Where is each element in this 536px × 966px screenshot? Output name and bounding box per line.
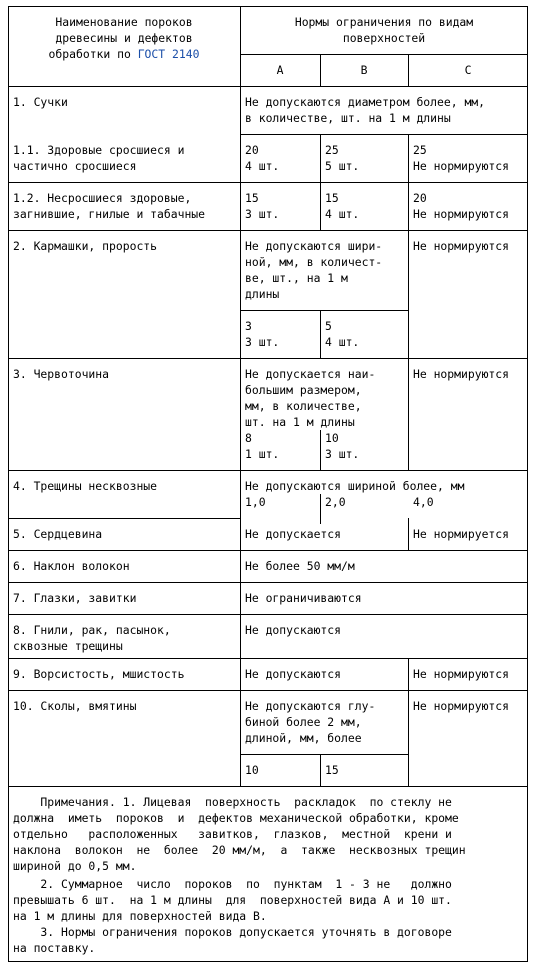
row3-norm-line4: шт. на 1 м длины	[245, 415, 355, 429]
note-line-6: 2. Суммарное число пороков по пунктам 1 - 3 не должно	[13, 877, 452, 891]
row-line	[8, 358, 528, 359]
note-line-5: шириной до 0,5 мм.	[13, 859, 137, 873]
table-border-top	[8, 6, 528, 7]
row3-a-count: 1 шт.	[245, 447, 280, 461]
note-line-2: должна иметь пороков и дефектов механической обработки, кроме	[13, 811, 459, 825]
row9-ab-value: Не допускаются	[245, 667, 342, 681]
row11-c-value: 25	[413, 143, 427, 157]
row3-norm-line3: мм, в количестве,	[245, 399, 362, 413]
row10-a-value: 10	[245, 763, 259, 777]
row11-c-count: Не нормируются	[413, 159, 510, 173]
note-line-4: наклона волокон не более 20 мм/м, а также несквозных трещин	[13, 843, 466, 857]
row2-a-count: 3 шт.	[245, 335, 280, 349]
row4-b-value: 2,0	[325, 495, 346, 509]
note-line-3: отдельно расположенных завитков, глазков, местной крени и	[13, 827, 452, 841]
row12-b-count: 4 шт.	[325, 207, 360, 221]
row12-name-line1: 1.2. Несросшиеся здоровые,	[13, 191, 192, 205]
row12-name-line2: загнившие, гнилые и табачные	[13, 207, 206, 221]
row2-norm-line3: ве, шт., на 1 м	[245, 271, 348, 285]
defect-norms-table	[8, 6, 528, 962]
col-line-bc	[408, 518, 409, 550]
row-line	[8, 582, 528, 583]
row-line	[240, 754, 408, 755]
table-border-bottom	[8, 961, 528, 962]
header-norms	[240, 14, 528, 46]
row10-norm-line2: биной более 2 мм,	[245, 715, 362, 729]
row3-b-value: 10	[325, 431, 339, 445]
row4-norm: Не допускаются шириной более, мм	[245, 479, 465, 493]
row3-c-value: Не нормируются	[413, 367, 510, 381]
col-line-ab	[320, 754, 321, 786]
row2-a-value: 3	[245, 319, 252, 333]
row11-a-value: 20	[245, 143, 259, 157]
row11-name-line2: частично сросшиеся	[13, 159, 137, 173]
row3-name: 3. Червоточина	[13, 367, 110, 381]
header-divider	[240, 54, 528, 55]
col-line-name	[240, 6, 241, 786]
header-col1-line3-text: обработки по	[48, 47, 138, 61]
row-line	[8, 518, 240, 519]
col-line-bc	[408, 134, 409, 230]
header-surface-a: A	[276, 63, 284, 77]
row4-a-value: 1,0	[245, 495, 266, 509]
header-col1-line3	[8, 46, 240, 62]
row-line	[240, 134, 528, 135]
col-line-ab	[320, 134, 321, 230]
row6-norm: Не более 50 мм/м	[245, 559, 355, 573]
row5-c-value: Не нормируется	[413, 527, 510, 541]
row-line	[8, 786, 528, 787]
note-line-10: на поставку.	[13, 941, 96, 955]
row7-name: 7. Глазки, завитки	[13, 591, 137, 605]
row12-a-count: 3 шт.	[245, 207, 280, 221]
row1-norm-line2: в количестве, шт. на 1 м длины	[245, 111, 451, 125]
note-line-7: превышать 6 шт. на 1 м длины для поверхностей вида A и 10 шт.	[13, 893, 452, 907]
row1-name: 1. Сучки	[13, 95, 68, 109]
row2-norm-line4: длины	[245, 287, 280, 301]
row5-ab-value: Не допускается	[245, 527, 342, 541]
header-col1-line2: древесины и дефектов	[55, 31, 193, 45]
row9-c-value: Не нормируются	[413, 667, 510, 681]
row-line	[8, 230, 528, 231]
row-line	[8, 614, 528, 615]
header-col1-line1: Наименование пороков	[55, 15, 193, 29]
header-col2-line1: Нормы ограничения по видам	[294, 15, 474, 29]
row3-norm-line2: большим размером,	[245, 383, 362, 397]
col-line-bc	[408, 658, 409, 690]
row7-norm: Не ограничиваются	[245, 591, 362, 605]
row2-c-value: Не нормируются	[413, 239, 510, 253]
row-line	[8, 550, 528, 551]
row6-name: 6. Наклон волокон	[13, 559, 130, 573]
row2-b-value: 5	[325, 319, 332, 333]
header-col2-line2: поверхностей	[342, 31, 426, 45]
gost-link[interactable]: ГОСТ 2140	[137, 47, 200, 61]
row12-a-value: 15	[245, 191, 259, 205]
row11-a-count: 4 шт.	[245, 159, 280, 173]
row-line	[8, 182, 528, 183]
row11-b-value: 25	[325, 143, 339, 157]
note-line-8: на 1 м длины для поверхностей вида B.	[13, 909, 267, 923]
row4-name: 4. Трещины несквозные	[13, 479, 158, 493]
row12-c-count: Не нормируются	[413, 207, 510, 221]
row-line	[8, 690, 528, 691]
col-line-bc	[408, 230, 409, 358]
header-bottom-line	[8, 86, 528, 87]
row11-name-line1: 1.1. Здоровые сросшиеся и	[13, 143, 185, 157]
row8-name-line2: сквозные трещины	[13, 639, 123, 653]
row-line	[8, 658, 528, 659]
row3-b-count: 3 шт.	[325, 447, 360, 461]
row10-norm-line1: Не допускаются глу-	[245, 699, 376, 713]
row10-name: 10. Сколы, вмятины	[13, 699, 137, 713]
row-line	[240, 310, 408, 311]
row12-c-value: 20	[413, 191, 427, 205]
row10-norm-line3: длиной, мм, более	[245, 731, 362, 745]
row10-c-value: Не нормируются	[413, 699, 510, 713]
row3-norm-line1: Не допускается наи-	[245, 367, 376, 381]
table-border-left	[8, 6, 9, 962]
row1-norm-line1: Не допускаются диаметром более, мм,	[245, 95, 486, 109]
note-line-9: 3. Нормы ограничения пороков допускается уточнять в договоре	[13, 925, 452, 939]
row2-norm-line2: ной, мм, в количест-	[245, 255, 383, 269]
row3-a-value: 8	[245, 431, 252, 445]
col-line-bc	[408, 358, 409, 470]
row2-norm-line1: Не допускаются шири-	[245, 239, 383, 253]
row2-name: 2. Кармашки, прорость	[13, 239, 158, 253]
header-surface-b: B	[360, 63, 368, 77]
row2-b-count: 4 шт.	[325, 335, 360, 349]
row8-name-line1: 8. Гнили, рак, пасынок,	[13, 623, 171, 637]
row12-b-value: 15	[325, 191, 339, 205]
row4-c-value: 4,0	[413, 495, 434, 509]
header-surface-c: C	[464, 63, 472, 77]
row9-name: 9. Ворсистость, мшистость	[13, 667, 185, 681]
col-line-ab	[320, 430, 321, 470]
col-line-ab	[320, 494, 321, 524]
row8-norm: Не допускаются	[245, 623, 342, 637]
header-defect-name	[8, 14, 240, 62]
row10-b-value: 15	[325, 763, 339, 777]
col-line-bc	[408, 690, 409, 786]
row5-name: 5. Сердцевина	[13, 527, 103, 541]
row11-b-count: 5 шт.	[325, 159, 360, 173]
note-line-1: Примечания. 1. Лицевая поверхность раскладок по стеклу не	[13, 795, 452, 809]
col-line-ab	[320, 310, 321, 358]
row-line	[8, 470, 528, 471]
table-border-right	[527, 6, 528, 962]
